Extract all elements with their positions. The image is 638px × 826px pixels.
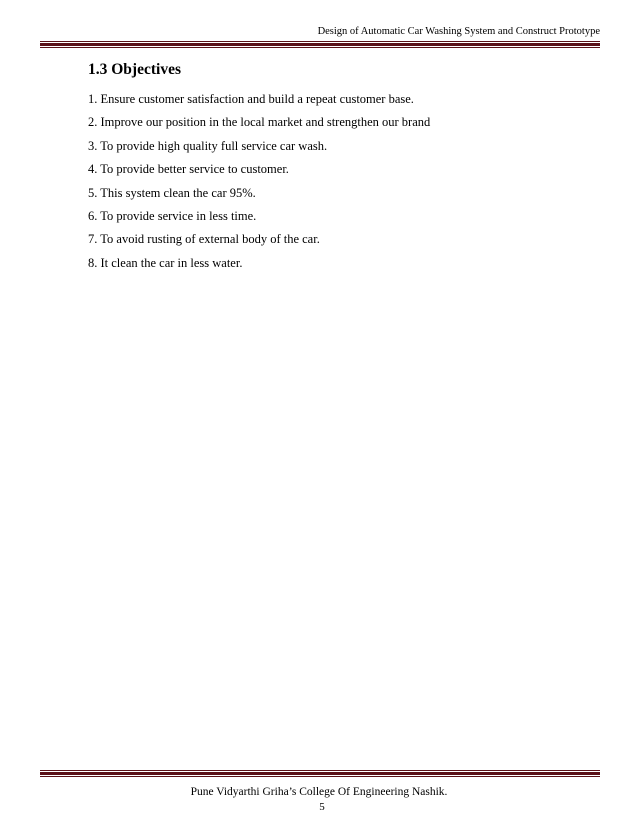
list-item: 1. Ensure customer satisfaction and build a repeat customer base.: [88, 92, 414, 106]
list-item: 2. Improve our position in the local market and strengthen our brand: [88, 115, 431, 130]
objectives-section: [88, 60, 608, 275]
footer-rule: [40, 772, 600, 775]
list-item: 8. It clean the car in less water.: [88, 255, 243, 270]
list-item: 4. To provide better service to customer.: [88, 162, 289, 177]
header-rule: [40, 43, 600, 46]
page-number: 5: [319, 801, 325, 813]
footer-college-name: Pune Vidyarthi Griha’s College Of Engineering Nashik.: [190, 786, 448, 798]
list-item: 6. To provide service in less time.: [88, 209, 257, 224]
header-rule-top: [40, 41, 600, 42]
footer-rule-top: [40, 770, 600, 771]
running-header: Design of Automatic Car Washing System and Construct Prototype: [317, 26, 600, 37]
section-title: 1.3 Objectives: [88, 61, 181, 78]
list-item: 3. To provide high quality full service car wash.: [88, 138, 328, 153]
header-rule-bottom: [40, 47, 600, 48]
list-item: 7. To avoid rusting of external body of the car.: [88, 232, 320, 247]
objectives-list: [88, 88, 608, 275]
list-item: 5. This system clean the car 95%.: [88, 185, 256, 200]
footer-rule-bottom: [40, 776, 600, 777]
